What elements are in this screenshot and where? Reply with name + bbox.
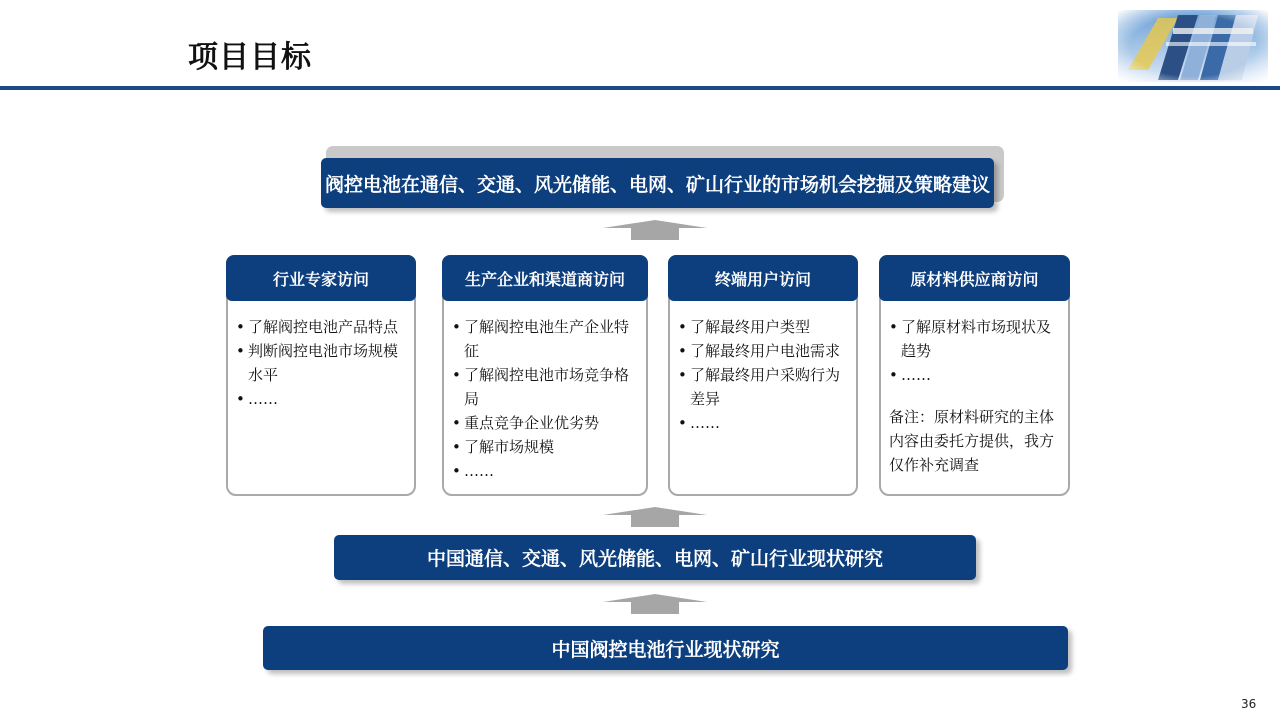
industry-research-banner: 中国通信、交通、风光储能、电网、矿山行业现状研究 xyxy=(334,535,976,580)
list-item: • …… xyxy=(678,411,848,435)
card-end-user-interview xyxy=(668,255,858,496)
list-item: • 了解最终用户类型 xyxy=(678,315,848,339)
list-item: • 了解阀控电池市场竞争格局 xyxy=(452,363,638,411)
list-item: • 了解最终用户采购行为差异 xyxy=(678,363,848,411)
header-rule xyxy=(0,86,1280,90)
up-arrow-icon xyxy=(603,594,707,614)
card-supplier-interview xyxy=(879,255,1070,496)
goal-banner: 阀控电池在通信、交通、风光储能、电网、矿山行业的市场机会挖掘及策略建议 xyxy=(321,158,994,208)
card-body xyxy=(889,315,1060,477)
list-item: • 了解阀控电池生产企业特征 xyxy=(452,315,638,363)
up-arrow-icon xyxy=(603,220,707,240)
card-manufacturer-interview xyxy=(442,255,648,496)
card-title: 原材料供应商访问 xyxy=(879,255,1070,301)
up-arrow-icon xyxy=(603,507,707,527)
card-body xyxy=(678,315,848,435)
list-item: • 判断阀控电池市场规模水平 xyxy=(236,339,406,387)
battery-research-banner: 中国阀控电池行业现状研究 xyxy=(263,626,1068,670)
list-item: • …… xyxy=(452,459,638,483)
card-body xyxy=(236,315,406,411)
list-item: • 了解最终用户电池需求 xyxy=(678,339,848,363)
card-body xyxy=(452,315,638,483)
page-title: 项目目标 xyxy=(188,40,312,75)
list-item: • 了解阀控电池产品特点 xyxy=(236,315,406,339)
card-title: 生产企业和渠道商访问 xyxy=(442,255,648,301)
list-item: • 了解原材料市场现状及趋势 xyxy=(889,315,1060,363)
list-item: • …… xyxy=(236,387,406,411)
page-number: 36 xyxy=(1241,697,1257,711)
building-logo-icon xyxy=(1118,10,1268,82)
card-title: 行业专家访问 xyxy=(226,255,416,301)
card-expert-interview xyxy=(226,255,416,496)
card-title: 终端用户访问 xyxy=(668,255,858,301)
list-item: • 了解市场规模 xyxy=(452,435,638,459)
card-note: 备注：原材料研究的主体内容由委托方提供，我方仅作补充调查 xyxy=(889,408,1055,474)
list-item: • 重点竞争企业优劣势 xyxy=(452,411,638,435)
list-item: • …… xyxy=(889,363,1060,387)
